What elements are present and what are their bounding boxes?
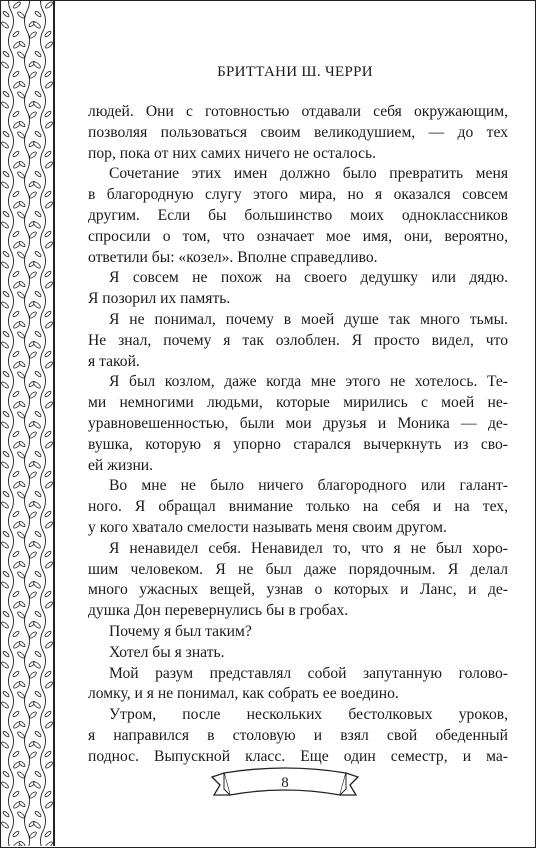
text-line: Я был козлом, даже когда мне этого не хотелось. Те- [109, 373, 508, 391]
vine-leaf [2, 290, 10, 297]
vine-leaf [33, 101, 42, 109]
vine-leaf [44, 190, 52, 197]
vine-leaf [17, 651, 26, 659]
vine-leaf [33, 301, 42, 309]
vine-leaf [2, 210, 10, 217]
vine-leaf [1, 741, 9, 749]
vine-leaf [2, 10, 10, 17]
vine-leaf [1, 821, 9, 829]
vine-leaf [12, 110, 20, 117]
vine-leaf [1, 461, 9, 469]
vine-leaf [33, 341, 42, 349]
vine-leaf [45, 761, 53, 769]
vine-leaf [17, 211, 26, 219]
text-line: шим человеком. Я не был даже порядочным. Я делал [88, 560, 508, 578]
vine-leaf [1, 621, 9, 629]
vine-leaf [44, 590, 52, 597]
vine-leaf [33, 381, 42, 389]
vine-leaf [33, 501, 42, 509]
vine-leaf [17, 531, 26, 539]
vine-leaf [45, 41, 53, 49]
vine-leaf [29, 351, 38, 359]
vine-leaf [29, 151, 38, 159]
vine-leaf [2, 170, 10, 177]
vine-leaf [33, 261, 42, 269]
vine-leaf [2, 50, 10, 57]
vine-leaf [18, 160, 26, 167]
vine-leaf [17, 731, 26, 739]
vine-leaf [12, 230, 20, 237]
vine-leaf [45, 521, 53, 529]
vine-leaf [12, 470, 20, 477]
vine-leaf [18, 800, 26, 807]
vine-leaf [44, 230, 52, 237]
vine-leaf [17, 771, 26, 779]
vine-leaf [17, 91, 26, 99]
vine-leaf [29, 391, 38, 399]
text-line: позволяя пользоваться своим великодушием, — до тех [88, 123, 508, 141]
vine-leaf [29, 431, 38, 439]
vine-leaf [2, 370, 10, 377]
vine-leaf [12, 630, 20, 637]
body-text [88, 102, 508, 768]
vine-leaf [29, 591, 38, 599]
vine-leaf [2, 810, 10, 817]
vine-leaf [29, 271, 38, 279]
vine-leaf [29, 551, 38, 559]
text-line: Я совсем не похож на своего дедушку или дядю. [109, 269, 508, 287]
vine-leaf [18, 280, 26, 287]
vine-leaf [1, 541, 9, 549]
vine-leaf [18, 480, 26, 487]
vine-leaf [18, 440, 26, 447]
vine-leaf [45, 681, 53, 689]
vine-leaf [12, 790, 20, 797]
vine-leaf [12, 190, 20, 197]
vine-leaf [17, 491, 26, 499]
vine-leaf [2, 90, 10, 97]
vine-leaf [44, 830, 52, 837]
vine-leaf [34, 10, 42, 17]
vine-leaf [2, 610, 10, 617]
vine-leaf [33, 181, 42, 189]
vine-leaf [44, 670, 52, 677]
text-line: ного. Я обращал внимание только на себя и на тех, [88, 498, 508, 516]
vine-leaf [1, 581, 9, 589]
text-line: людей. Они с готовностью отдавали себя окружающим, [88, 103, 508, 120]
vine-leaf [1, 661, 9, 669]
text-line: другим. Если бы большинство моих одноклассников [88, 206, 508, 224]
vine-leaf [12, 550, 20, 557]
vine-leaf [44, 430, 52, 437]
vine-leaf [1, 181, 9, 189]
vine-leaf [13, 1, 22, 9]
page-number-ribbon [210, 765, 360, 807]
vine-leaf [34, 690, 42, 697]
vine-leaf [34, 130, 42, 137]
vine-leaf [17, 171, 26, 179]
vine-leaf [1, 221, 9, 229]
text-line: вушка, которую я упорно старался вычеркнуть из сво- [88, 435, 508, 453]
vine-leaf [1, 21, 9, 29]
vine-leaf [45, 81, 53, 89]
vine-leaf [2, 330, 10, 337]
text-line: ей жизни. [88, 456, 154, 474]
vine-leaf [34, 90, 42, 97]
vine-leaf [44, 710, 52, 717]
vine-leaf [12, 670, 20, 677]
vine-leaf [17, 51, 26, 59]
vine-leaf [29, 191, 38, 199]
text-line: спросили о том, что означает мое имя, они, вероятно, [88, 227, 508, 245]
vine-leaf [33, 821, 42, 829]
vine-leaf [17, 411, 26, 419]
vine-leaf [34, 170, 42, 177]
text-line: в благородную слугу этого мира, но я оказался совсем [88, 186, 508, 204]
vine-stem [9, 1, 14, 846]
vine-leaf [29, 791, 38, 799]
vine-leaf [34, 330, 42, 337]
vine-leaf [45, 1, 53, 9]
vine-leaf [45, 481, 53, 489]
vine-leaf [18, 40, 26, 47]
vine-leaf [18, 200, 26, 207]
vine-leaf [45, 321, 53, 329]
vine-leaf [34, 210, 42, 217]
vine-leaf [45, 601, 53, 609]
vine-leaf [12, 150, 20, 157]
vine-leaf [34, 730, 42, 737]
vine-leaf [29, 311, 38, 319]
vine-leaf [45, 841, 53, 846]
vine-leaf [34, 810, 42, 817]
vine-leaf [2, 770, 10, 777]
vine-leaf [45, 441, 53, 449]
vine-leaf [2, 530, 10, 537]
vine-leaf [44, 790, 52, 797]
vine-leaf [17, 11, 26, 19]
vine-leaf [17, 131, 26, 139]
vine-leaf [18, 240, 26, 247]
vine-leaf [18, 360, 26, 367]
vine-leaf [12, 830, 20, 837]
vine-leaf [2, 450, 10, 457]
vine-leaf [12, 350, 20, 357]
vine-leaf [12, 270, 20, 277]
vine-leaf [29, 631, 38, 639]
vine-leaf [29, 71, 38, 79]
vine-leaf [44, 310, 52, 317]
vine-leaf [44, 270, 52, 277]
vine-leaf [33, 21, 42, 29]
vine-leaf [44, 550, 52, 557]
text-line: ломку, и я не понимал, как собрать ее воедино. [88, 685, 399, 703]
vine-leaf [45, 721, 53, 729]
vine-leaf [45, 361, 53, 369]
vine-leaf [17, 371, 26, 379]
vine-leaf [33, 781, 42, 789]
text-line: Я не понимал, почему в моей душе так много тьмы. [109, 310, 508, 328]
vine-leaf [12, 510, 20, 517]
vine-leaf [29, 831, 38, 839]
vine-leaf [12, 590, 20, 597]
vine-leaf [45, 641, 53, 649]
vine-leaf [45, 281, 53, 289]
vine-leaf [45, 241, 53, 249]
vine-leaf [17, 811, 26, 819]
text-line: пор, пока от них самих ничего не осталось. [88, 144, 377, 162]
vine-leaf [29, 111, 38, 119]
vine-leaf [33, 581, 42, 589]
vine-leaf [1, 421, 9, 429]
vine-leaf [33, 421, 42, 429]
vine-leaf [34, 290, 42, 297]
vine-leaf [33, 661, 42, 669]
vine-leaf [45, 121, 53, 129]
running-header: БРИТТАНИ Ш. ЧЕРРИ [217, 64, 373, 80]
vine-leaf [2, 650, 10, 657]
text-line: у кого хватало смелости называть меня своим другом. [88, 518, 447, 536]
vine-leaf [2, 250, 10, 257]
vine-leaf [1, 261, 9, 269]
vine-leaf [1, 501, 9, 509]
vine-leaf [29, 31, 38, 39]
vine-leaf [2, 410, 10, 417]
vine-leaf [34, 530, 42, 537]
vine-leaf [44, 30, 52, 37]
vine-leaf [33, 541, 42, 549]
vine-leaf [34, 450, 42, 457]
vine-leaf [2, 570, 10, 577]
text-line: Утром, после нескольких бестолковых уроков, [109, 706, 508, 724]
vine-leaf [34, 650, 42, 657]
vine-leaf [12, 310, 20, 317]
text-line: Я ненавидел себя. Ненавидел то, что я не был хоро- [109, 539, 508, 557]
vine-leaf [29, 511, 38, 519]
vine-leaf [44, 390, 52, 397]
vine-leaf [29, 471, 38, 479]
vine-leaf [1, 101, 9, 109]
vine-leaf [33, 141, 42, 149]
leaf-vine-pattern [1, 1, 53, 846]
vine-leaf [1, 61, 9, 69]
text-line: уравновешенностью, были мои друзья и Моника — де- [88, 414, 508, 432]
text-line: душка Дон перевернулись бы в гробах. [88, 602, 349, 620]
vine-leaf [34, 370, 42, 377]
vine-leaf [12, 390, 20, 397]
vine-leaf [34, 570, 42, 577]
vine-leaf [17, 611, 26, 619]
vine-leaf [29, 231, 38, 239]
vine-leaf [18, 400, 26, 407]
vine-leaf [44, 470, 52, 477]
vine-leaf [33, 701, 42, 709]
vine-leaf [1, 381, 9, 389]
vine-leaf [17, 451, 26, 459]
vine-leaf [44, 350, 52, 357]
vine-leaf [33, 221, 42, 229]
vine-leaf [44, 110, 52, 117]
vine-leaf [1, 701, 9, 709]
text-line: я направился в столовую и взял свой обеденный [88, 726, 508, 744]
vine-leaf [44, 750, 52, 757]
vine-leaf [18, 560, 26, 567]
vine-leaf [44, 510, 52, 517]
text-line: Я позорил их память. [88, 290, 231, 308]
vine-leaf [1, 301, 9, 309]
vine-leaf [18, 600, 26, 607]
vine-leaf [29, 671, 38, 679]
text-line: много ужасных вещей, узнав о которых и Ланс, и де- [88, 581, 508, 599]
vine-leaf [33, 61, 42, 69]
vine-leaf [33, 741, 42, 749]
vine-leaf [29, 711, 38, 719]
vine-leaf [34, 610, 42, 617]
vine-leaf [17, 331, 26, 339]
vine-leaf [44, 630, 52, 637]
vine-leaf [18, 120, 26, 127]
vine-leaf [12, 70, 20, 77]
text-line: Во мне не было ничего благородного или галант- [109, 477, 508, 495]
page-number: 8 [281, 775, 289, 791]
vine-leaf [1, 141, 9, 149]
vine-leaf [2, 490, 10, 497]
vine-leaf [17, 691, 26, 699]
vine-stem [41, 1, 46, 846]
vine-leaf [45, 801, 53, 809]
text-line: я такой. [88, 352, 140, 370]
vine-leaf [34, 50, 42, 57]
vine-leaf [2, 130, 10, 137]
text-line: Почему я был таким? [109, 622, 252, 640]
vine-leaf [17, 291, 26, 299]
vine-leaf [44, 150, 52, 157]
vine-leaf [1, 781, 9, 789]
vine-leaf [45, 201, 53, 209]
vine-leaf [34, 250, 42, 257]
vine-stem [25, 1, 30, 846]
vine-leaf [18, 760, 26, 767]
vine-leaf [12, 710, 20, 717]
vine-leaf [18, 720, 26, 727]
vine-leaf [12, 30, 20, 37]
vine-leaf [17, 571, 26, 579]
vine-leaf [33, 621, 42, 629]
text-line: Хотел бы я знать. [109, 643, 225, 661]
vine-leaf [44, 70, 52, 77]
vine-leaf [45, 561, 53, 569]
text-line: Сочетание этих имен должно было превратить меня [109, 165, 508, 183]
vine-leaf [1, 341, 9, 349]
vine-leaf [18, 320, 26, 327]
text-line: поднос. Выпускной класс. Еще один семестр, и ма- [88, 747, 508, 765]
vine-leaf [2, 730, 10, 737]
text-line: ми немногими людьми, которые мирились с моей не- [88, 394, 508, 412]
leaf-ornament-border [1, 1, 55, 846]
vine-leaf [18, 80, 26, 87]
vine-leaf [45, 401, 53, 409]
vine-leaf [17, 251, 26, 259]
vine-leaf [18, 680, 26, 687]
vine-leaf [45, 161, 53, 169]
vine-leaf [12, 430, 20, 437]
vine-leaf [12, 750, 20, 757]
vine-leaf [34, 490, 42, 497]
vine-leaf [34, 410, 42, 417]
vine-leaf [33, 461, 42, 469]
vine-leaf [29, 751, 38, 759]
text-line: Не знал, почему я так озлоблен. Я просто видел, что [88, 331, 508, 349]
text-line: ответили бы: «козел». Вполне справедливо. [88, 248, 378, 266]
vine-leaf [34, 770, 42, 777]
vine-leaf [18, 640, 26, 647]
text-line: Мой разум представлял собой запутанную голово- [109, 664, 508, 682]
vine-leaf [2, 690, 10, 697]
vine-leaf [18, 520, 26, 527]
